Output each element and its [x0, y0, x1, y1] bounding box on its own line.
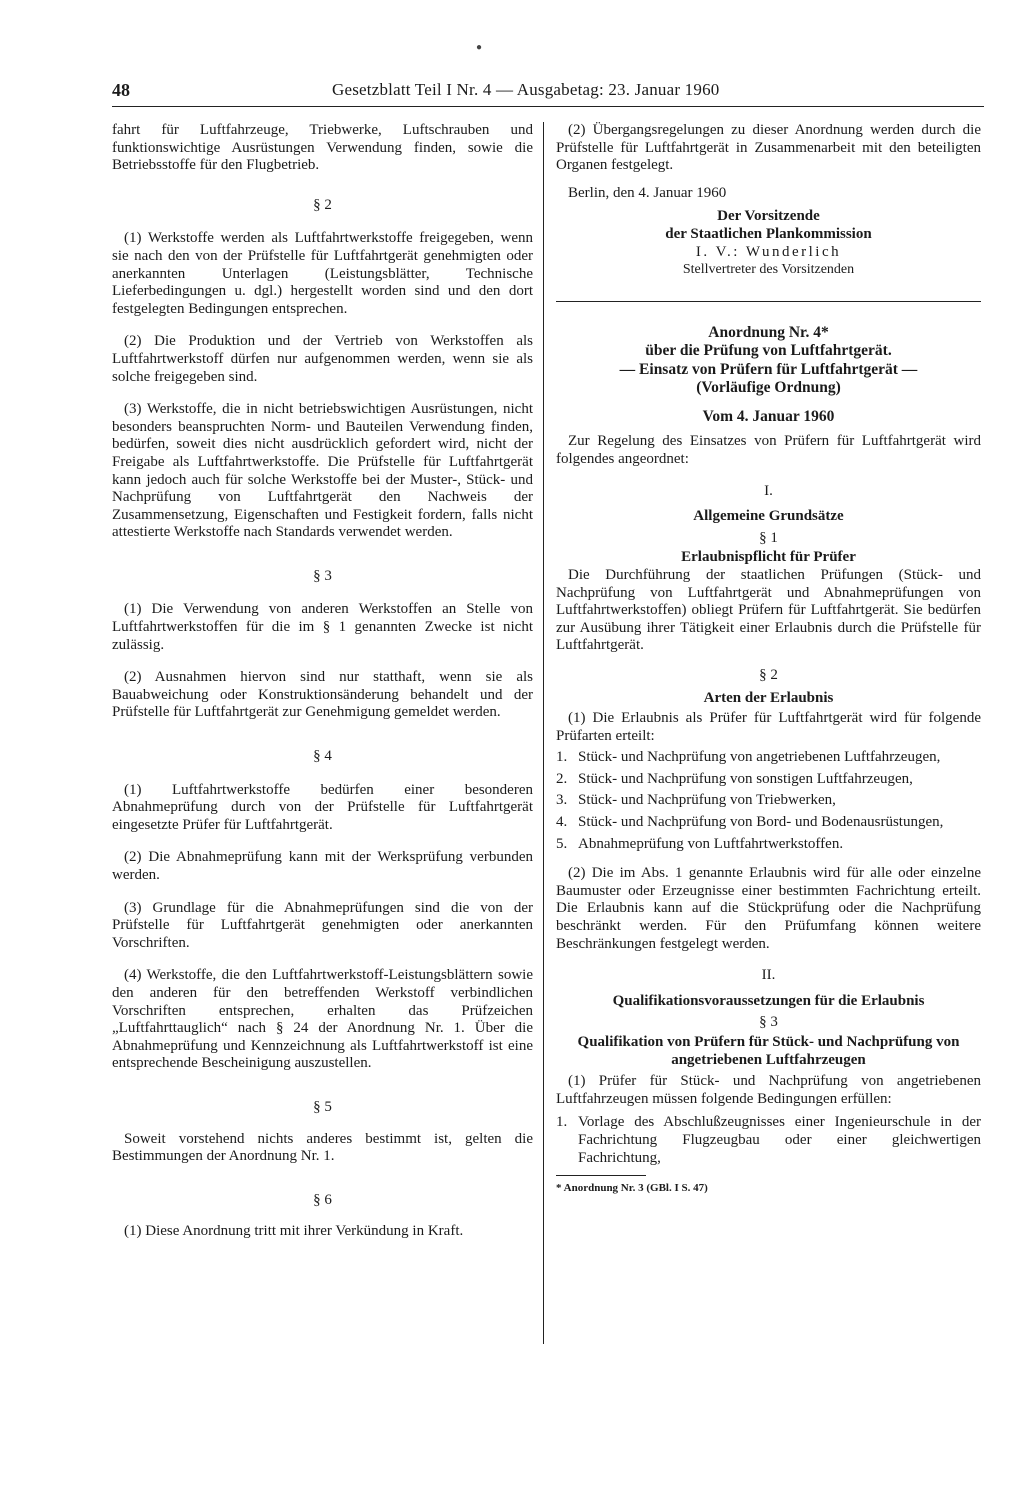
ordinance-title-line-4: (Vorläufige Ordnung) — [696, 379, 841, 397]
section-3-para-1: (1) Die Verwendung von anderen Werkstoffen an Stelle von Luftfahrtwerkstoffen für die im § 1 genannten Zwecke ist nicht zulässig. — [112, 601, 533, 653]
ordinance-date: Vom 4. Januar 1960 — [702, 407, 835, 425]
part-1-numeral: I. — [764, 482, 773, 499]
r-section-2-heading: § 2 — [759, 666, 778, 683]
r-section-1-title: Erlaubnispflicht für Prüfer — [681, 549, 856, 566]
header-rule — [112, 106, 984, 107]
r-section-2-para-1: (1) Die Erlaubnis als Prüfer für Luftfahrtgerät wird für folgende Prüfarten erteilt: — [556, 710, 981, 744]
page-number: 48 — [112, 80, 130, 100]
section-2-para-2: (2) Die Produktion und der Vertrieb von Werkstoffen als Luftfahrtwerkstoff dürfen nur aufgenommen werden, wenn sie als solche freigegeben sind. — [112, 333, 533, 385]
section-3-para-2: (2) Ausnahmen hiervon sind nur statthaft, wenn sie als Bauabweichung oder Konstruktionsänderung behandelt und der Prüfstelle für Luftfahrtgerät zur Genehmigung gemeldet werden. — [112, 669, 533, 721]
list-item: 4. Stück- und Nachprüfung von Bord- und Bodenausrüstungen, — [556, 814, 944, 831]
ordinance-title-line-2: über die Prüfung von Luftfahrtgerät. — [645, 342, 892, 360]
list-item: 1. Stück- und Nachprüfung von angetriebenen Luftfahrzeugen, — [556, 749, 941, 766]
signature-title-2: der Staatlichen Plankommission — [665, 225, 872, 242]
section-6-heading: § 6 — [313, 1191, 332, 1208]
section-4-para-1: (1) Luftfahrtwerkstoffe bedürfen einer besonderen Abnahmeprüfung durch von der Prüfstelle für Luftfahrtgerät eingesetzte Prüfer für Luftfahrtgerät. — [112, 781, 533, 833]
r-section-1-para: Die Durchführung der staatlichen Prüfungen (Stück- und Nachprüfung von Luftfahrtgerät und Abnahmeprüfungen von Luftfahrtwerkstoffen) obliegt Prüfern für Luftfahrtgerät. Sie bedürfen zur Ausübung ihrer Tätigkeit einer Erlaubnis durch die Prüfstelle für Luftfahrtgerät. — [556, 566, 981, 654]
column-divider — [543, 122, 544, 1344]
left-column — [112, 122, 533, 1241]
part-2-heading: Qualifikationsvoraussetzungen für die Erlaubnis — [612, 992, 925, 1009]
signature-title-1: Der Vorsitzende — [717, 208, 820, 225]
qualification-list — [556, 1114, 981, 1167]
r-section-3-title: Qualifikation von Prüfern für Stück- und Nachprüfung von angetriebenen Luftfahrzeugen — [577, 1033, 960, 1068]
preamble: Zur Regelung des Einsatzes von Prüfern für Luftfahrtgerät wird folgendes angeordnet: — [556, 433, 981, 467]
footnote: * Anordnung Nr. 3 (GBl. I S. 47) — [556, 1182, 708, 1195]
permit-types-list — [556, 749, 981, 853]
r-section-2-title: Arten der Erlaubnis — [703, 690, 834, 707]
section-5-para-1: Soweit vorstehend nichts anderes bestimmt ist, gelten die Bestimmungen der Anordnung Nr. 1. — [112, 1130, 533, 1165]
part-1-heading: Allgemeine Grundsätze — [693, 508, 844, 525]
ordinance-title-line-1: Anordnung Nr. 4* — [708, 323, 829, 341]
signature-block — [556, 208, 981, 278]
right-column — [556, 122, 981, 1198]
list-item: 5. Abnahmeprüfung von Luftfahrtwerkstoffen. — [556, 835, 844, 852]
running-title: Gesetzblatt Teil I Nr. 4 — Ausgabetag: 23. Januar 1960 — [332, 80, 720, 99]
transition-paragraph: (2) Übergangsregelungen zu dieser Anordnung werden durch die Prüfstelle für Luftfahrtgerät in Zusammenarbeit mit den beteiligten Organen festgelegt. — [556, 122, 981, 174]
r-section-1-heading: § 1 — [759, 529, 778, 546]
intro-paragraph: fahrt für Luftfahrzeuge, Triebwerke, Luftschrauben und funktionswichtige Ausrüstungen Verwendung finden, sowie die Betriebsstoffe für den Flugbetrieb. — [112, 122, 533, 174]
place-date: Berlin, den 4. Januar 1960 — [568, 184, 727, 201]
section-2-para-3: (3) Werkstoffe, die in nicht betriebswichtigen Ausrüstungen, nicht besonders beanspruchten Norm- und Bauteilen Verwendung finden, bedürfen, soweit dies nicht ausdrücklich gefordert wird, nicht der Freigabe als Luftfahrtwerkstoffe. Die Prüfstelle für Luftfahrtgerät kann jedoch auch für solche Werkstoffe bei der Muster-, Stück- und Nachprüfung von Luftfahrtgerät den Nachweis der Zusammensetzung, Eigenschaften und Festigkeit fordern, falls nicht attestierte Werkstoffe nach Standards verwendet werden. — [112, 401, 533, 541]
section-5-heading: § 5 — [313, 1098, 332, 1115]
r-section-2-para-2: (2) Die im Abs. 1 genannte Erlaubnis wird für alle oder einzelne Baumuster oder Erzeugnisse einer bestimmten Fachrichtung erteilt. Die Erlaubnis kann auf die Stückprüfung oder die Nachprüfung beschränkt werden. Für den Prüfumfang können weitere Beschränkungen festgelegt werden. — [556, 865, 981, 952]
section-6-para-1: (1) Diese Anordnung tritt mit ihrer Verkündung in Kraft. — [124, 1223, 464, 1240]
ordinance-title-line-3: — Einsatz von Prüfern für Luftfahrtgerät — — [619, 360, 918, 378]
ordinance-title — [556, 324, 981, 398]
section-4-para-3: (3) Grundlage für die Abnahmeprüfungen sind die von der Prüfstelle für Luftfahrtgerät genehmigten oder anerkannten Vorschriften. — [112, 899, 533, 951]
list-item: 1. Vorlage des Abschlußzeugnisses einer Ingenieurschule in der Fachrichtung Flugzeugbau oder einer gleichwertigen Fachrichtung, — [556, 1114, 981, 1166]
signatory-role: Stellvertreter des Vorsitzenden — [682, 262, 855, 278]
r-section-3-para-1: (1) Prüfer für Stück- und Nachprüfung von angetriebenen Luftfahrzeugen müssen folgende Bedingungen erfüllen: — [556, 1073, 981, 1107]
signatory-name: I. V.: Wunderlich — [695, 243, 842, 260]
section-4-para-4: (4) Werkstoffe, die den Luftfahrtwerkstoff-Leistungsblättern sowie den anderen für den betreffenden Werkstoff verbindlichen Vorschriften entsprechen, erhalten das Prüfzeichen „Luftfahrttauglich“ nach § 24 der Anordnung Nr. 1. Über die Abnahmeprüfung und Kennzeichnung als Luftfahrtwerkstoff ist eine entsprechende Bescheinigung auszustellen. — [112, 967, 533, 1072]
r-section-3-heading: § 3 — [759, 1014, 778, 1031]
footnote-rule — [556, 1175, 646, 1176]
section-3-heading: § 3 — [313, 567, 332, 584]
section-4-para-2: (2) Die Abnahmeprüfung kann mit der Werksprüfung verbunden werden. — [112, 849, 533, 883]
section-2-para-1: (1) Werkstoffe werden als Luftfahrtwerkstoffe freigegeben, wenn sie nach den von der Prüfstelle für Luftfahrtgerät genehmigten oder anerkannten Unterlagen (Leistungsblätter, Technische Lieferbedingungen u. dgl.) hergestellt worden sind und den dort festgelegten Bedingungen entsprechen. — [112, 230, 533, 317]
list-item: 3. Stück- und Nachprüfung von Triebwerken, — [556, 792, 836, 809]
section-4-heading: § 4 — [313, 748, 332, 765]
print-speck: ● — [476, 42, 483, 53]
list-item: 2. Stück- und Nachprüfung von sonstigen Luftfahrzeugen, — [556, 770, 913, 787]
section-divider — [556, 301, 981, 302]
section-2-heading: § 2 — [313, 196, 332, 213]
part-2-numeral: II. — [761, 967, 776, 984]
page-header — [112, 80, 992, 104]
